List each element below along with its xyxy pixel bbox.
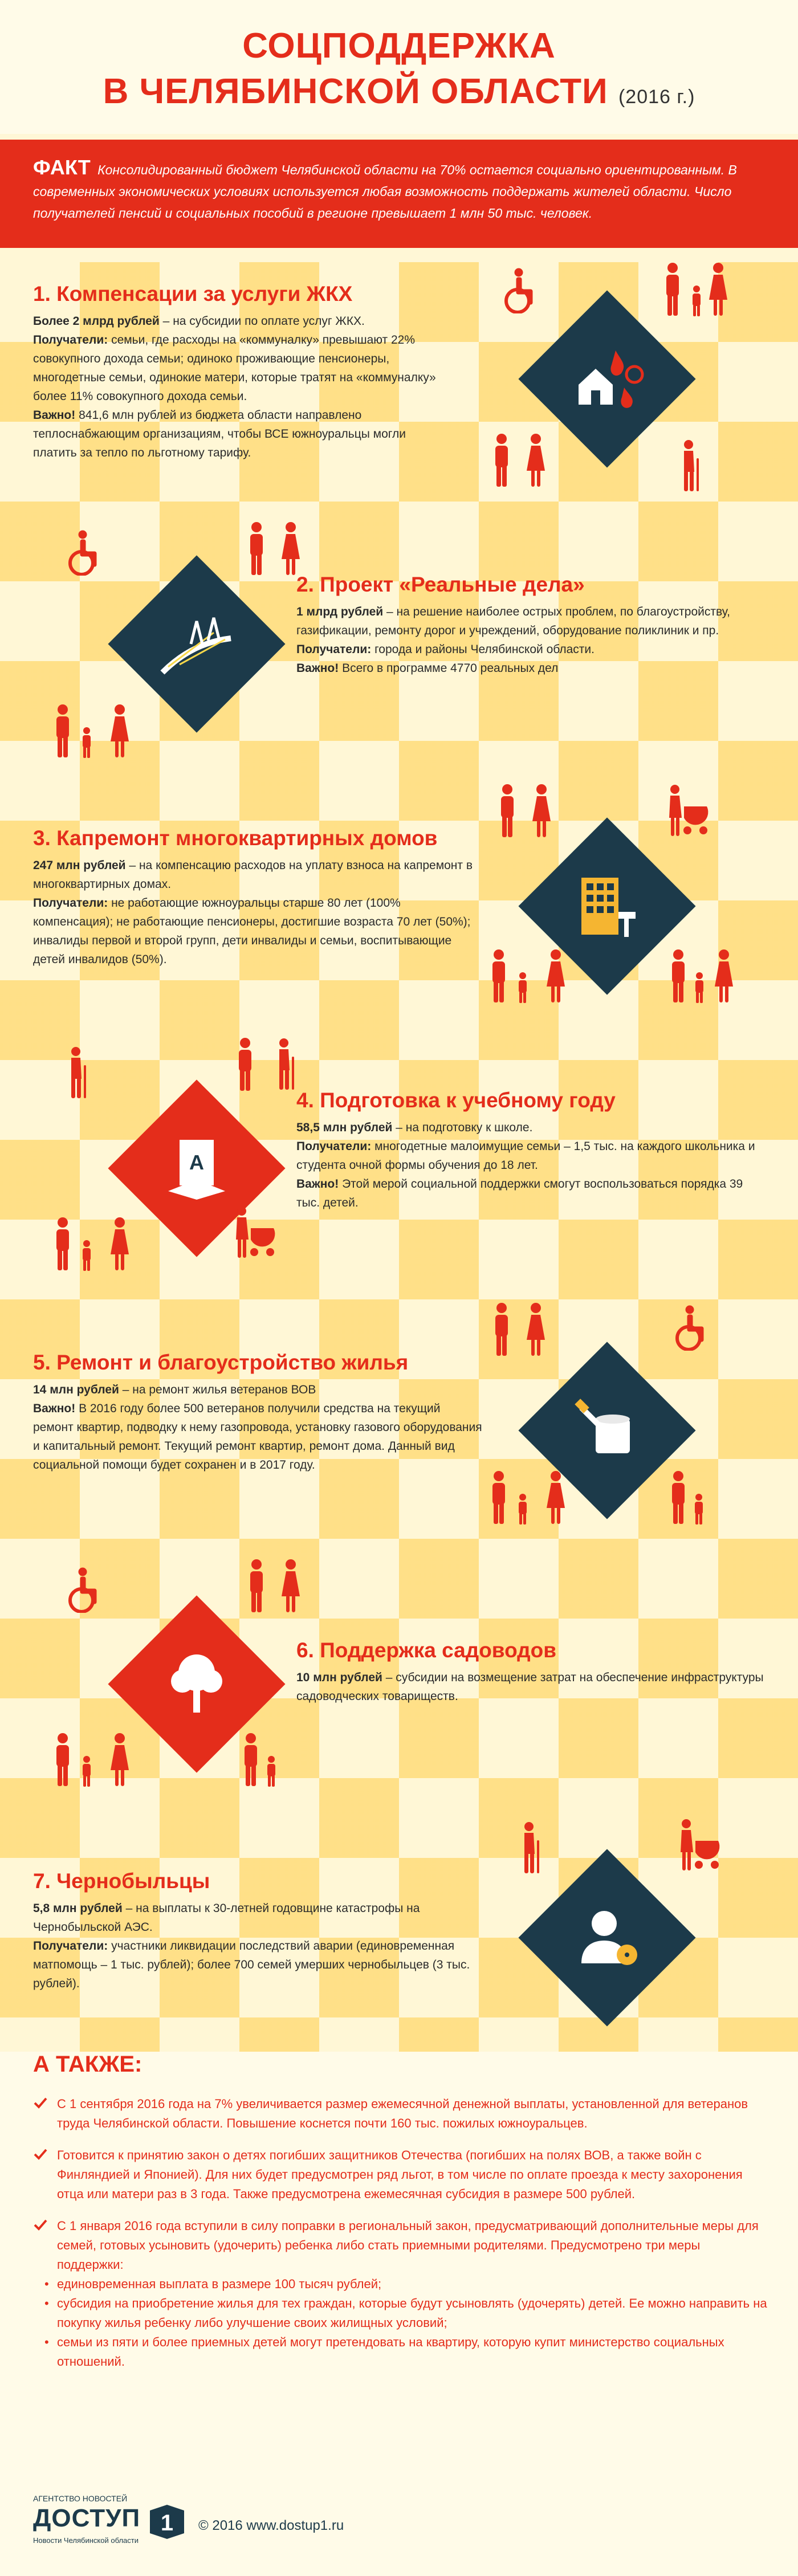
- family-icon: [51, 1217, 137, 1274]
- utilities-icon: [561, 333, 653, 425]
- check-icon: [33, 2218, 48, 2232]
- family-icon: [51, 1733, 137, 1790]
- wheelchair-icon: [673, 1305, 712, 1351]
- family-icon: [661, 262, 735, 319]
- recipients-label: Получатели:: [296, 1140, 372, 1153]
- section-title: 5. Ремонт и благоустройство жилья: [33, 1351, 409, 1374]
- amount-text: – субсидии на возмещение затрат на обеспечение инфраструктуры садоводческих товариществ.: [296, 1671, 764, 1703]
- fact-banner: [0, 140, 798, 248]
- stroller-icon: [667, 784, 712, 841]
- list-item: [33, 2094, 768, 2133]
- section-gardeners: [296, 1638, 764, 1706]
- family-icon: [239, 1733, 285, 1790]
- page-year: (2016 г.): [618, 86, 695, 108]
- section-body: [33, 312, 443, 462]
- footer: [33, 2491, 768, 2553]
- section-chernobyl: [33, 1869, 483, 1993]
- amount-text: – на выплаты к 30-летней годовщине катастрофы на Чернобыльской АЭС.: [33, 1902, 420, 1934]
- amount-text: – на субсидии по оплате услуг ЖКХ.: [159, 315, 365, 328]
- check-icon: [33, 2096, 48, 2110]
- recipients-label: Получатели:: [33, 896, 108, 910]
- elder-couple-icon: [234, 1037, 308, 1094]
- recipients-label: Получатели:: [33, 333, 108, 347]
- amount: 58,5 млн рублей: [296, 1121, 393, 1134]
- amount-text: – на компенсацию расходов на уплату взноса на капремонт в многоквартирных домах.: [33, 859, 473, 891]
- family-icon: [245, 521, 308, 578]
- section-body: [296, 602, 764, 678]
- section-title: 2. Проект «Реальные дела»: [296, 573, 585, 596]
- svg-text:А: А: [189, 1151, 204, 1174]
- amount: 14 млн рублей: [33, 1383, 119, 1396]
- family-icon: [667, 1470, 712, 1527]
- amount-text: – на ремонт жилья ветеранов ВОВ: [119, 1383, 316, 1396]
- section-title: 3. Капремонт многоквартирных домов: [33, 826, 438, 850]
- recipients-text: многодетные малоимущие семьи – 1,5 тыс. на каждого школьника и студента очной формы обучения до 18 лет.: [296, 1140, 755, 1172]
- family-icon: [51, 704, 137, 761]
- amount: 247 млн рублей: [33, 859, 126, 872]
- amount: 5,8 млн рублей: [33, 1902, 123, 1915]
- page-title-line1: СОЦПОДДЕРЖКА: [242, 26, 556, 66]
- recipients-text: не работающие южноуральцы старше 80 лет (100% компенсация); не работающие пенсионеры, достигшие возраста 70 лет (50%); инвалиды первой и второй групп, дети инвалиды и семьи, воспитывающие детей инвалидов (50%).: [33, 896, 471, 966]
- important-text: В 2016 году более 500 ветеранов получили средства на текущий ремонт квартир, подводку к нему газопровода, установку газового оборудования и капитальный ремонт. Текущий ремонт квартир, ремонт дома. Данный вид социальной помощи будет сохранен и в 2017 году.: [33, 1402, 482, 1472]
- logo-top-text: АГЕНТСТВО НОВОСТЕЙ: [33, 2494, 128, 2503]
- amount: 10 млн рублей: [296, 1671, 382, 1684]
- recipients-text: семьи, где расходы на «коммуналку» превышают 22% совокупного дохода семьи; одиноко проживающие пенсионеры, многодетные семьи, одинокие матери, которые тратят на «коммуналку» более 11% совокупного дохода семьи.: [33, 333, 436, 403]
- fact-text-block: [33, 157, 768, 224]
- wheelchair-icon: [66, 530, 105, 576]
- section-housing-repair: [33, 1351, 483, 1474]
- section-body: [33, 1380, 483, 1474]
- important-label: Важно!: [296, 662, 339, 675]
- amount-text: – на решение наиболее острых проблем, по благоустройству, газификации, ремонту дорог и учреждений, оборудование поликлиник и пр.: [296, 605, 730, 637]
- section-body: [33, 856, 483, 969]
- family-icon: [667, 949, 741, 1006]
- recipients-label: Получатели:: [296, 643, 372, 656]
- elder-icon: [678, 439, 707, 493]
- section-utilities: [33, 282, 443, 462]
- section-body: [296, 1118, 764, 1212]
- wheelchair-icon: [502, 268, 542, 313]
- logo[interactable]: [33, 2491, 204, 2553]
- family-icon: [490, 433, 553, 490]
- amount-text: – на подготовку к школе.: [392, 1121, 533, 1134]
- sub-list-item: • субсидия на приобретение жилья для тех граждан, которые будут усыновлять (удочерять) детей. Ее можно направить на покупку жилья ребенку либо улучшение своих жилищных условий;: [57, 2294, 768, 2333]
- fact-text: Консолидированный бюджет Челябинской области на 70% остается социально ориентированным. В современных экономических условиях используется любая возможность поддержать жителей области. Число получателей пенсий и социальных пособий в регионе превышает 1 млн 50 тыс. человек.: [33, 162, 737, 221]
- fact-label: ФАКТ: [33, 156, 91, 179]
- sub-list: [57, 2275, 768, 2371]
- family-icon: [487, 1470, 573, 1527]
- family-icon: [490, 1302, 553, 1359]
- important-label: Важно!: [296, 1177, 339, 1191]
- building-repair-icon: [561, 861, 653, 952]
- family-icon: [487, 949, 573, 1006]
- logo-main-text: ДОСТУП: [33, 2504, 141, 2532]
- section-capital-repair: [33, 826, 483, 969]
- page-title-line2-text: В ЧЕЛЯБИНСКОЙ ОБЛАСТИ: [103, 72, 608, 111]
- copyright-link[interactable]: © 2016 www.dostup1.ru: [198, 2518, 344, 2533]
- amount: 1 млрд рублей: [296, 605, 384, 618]
- also-list: [33, 2094, 768, 2384]
- tree-icon: [151, 1638, 242, 1730]
- section-real-deeds: [296, 573, 764, 678]
- elder-icon: [66, 1046, 94, 1100]
- important-text: 841,6 млн рублей из бюджета области направлено теплоснабжающим организациям, чтобы ВСЕ южноуральцы могли платить за тепло по льготному тарифу.: [33, 409, 406, 459]
- section-title: 1. Компенсации за услуги ЖКХ: [33, 282, 353, 305]
- elder-icon: [519, 1821, 547, 1875]
- sub-list-item: • единовременная выплата в размере 100 тысяч рублей;: [57, 2275, 768, 2294]
- logo-mark-icon: [147, 2502, 187, 2542]
- section-school: [296, 1089, 764, 1212]
- page-title-line2: [0, 71, 798, 112]
- section-body: [296, 1668, 764, 1706]
- sub-list-item: • семьи из пяти и более приемных детей могут претендовать на квартиру, которую купит министерство социальных отношений.: [57, 2333, 768, 2371]
- family-icon: [245, 1559, 308, 1616]
- section-title: 7. Чернобыльцы: [33, 1869, 210, 1893]
- section-title: 6. Поддержка садоводов: [296, 1638, 557, 1662]
- important-text: Этой мерой социальной поддержки смогут воспользоваться порядка 39 тыс. детей.: [296, 1177, 743, 1209]
- recipients-label: Получатели:: [33, 1939, 108, 1953]
- list-item-text: С 1 сентября 2016 года на 7% увеличивается размер ежемесячной денежной выплаты, установленной для ветеранов труда Челябинской области. Повышение коснется почти 160 тыс. пожилых южноуральцев.: [57, 2097, 748, 2130]
- list-item-text: С 1 января 2016 года вступили в силу поправки в региональный закон, предусматривающий дополнительные меры для семей, готовых усыновить (удочерить) ребенка либо стать приемными родителями. Предусмотрено три меры поддержки:: [57, 2219, 759, 2272]
- radiation-person-icon: [561, 1892, 653, 1983]
- also-title: А ТАКЖЕ:: [33, 2052, 142, 2077]
- section-title: 4. Подготовка к учебному году: [296, 1089, 616, 1112]
- recipients-text: города и районы Челябинской области.: [371, 643, 595, 656]
- wheelchair-icon: [66, 1567, 105, 1613]
- stroller-icon: [234, 1205, 279, 1262]
- header: [0, 0, 798, 134]
- list-item-text: Готовится к принятию закон о детях погибших защитников Отечества (погибших на полях ВОВ, а также войн с Финляндией и Японией). Для них будет предусмотрен ряд льгот, в том числе по оплате проезда к месту захоронения отца или матери раз в 3 года. Также предусмотрена ежемесячная субсидия в размере 500 рублей.: [57, 2148, 743, 2201]
- amount: Более 2 млрд рублей: [33, 315, 160, 328]
- logo-bottom-text: Новости Челябинской области: [33, 2536, 139, 2545]
- recipients-text: участники ликвидации последствий аварии (единовременная матпомощь – 1 тыс. рублей); более 700 семей умерших чернобыльцев (3 тыс. рублей).: [33, 1939, 470, 1990]
- important-label: Важно!: [33, 409, 76, 422]
- svg-text:1: 1: [160, 2510, 174, 2536]
- important-label: Важно!: [33, 1402, 76, 1415]
- section-body: [33, 1899, 483, 1993]
- check-icon: [33, 2147, 48, 2162]
- paint-bucket-icon: [561, 1385, 653, 1476]
- stroller-icon: [678, 1818, 724, 1875]
- book-icon: [151, 1123, 242, 1214]
- important-text: Всего в программе 4770 реальных дел: [339, 662, 559, 675]
- road-icon: [151, 598, 242, 690]
- list-item: [33, 2216, 768, 2371]
- list-item: [33, 2146, 768, 2204]
- family-icon: [496, 784, 559, 841]
